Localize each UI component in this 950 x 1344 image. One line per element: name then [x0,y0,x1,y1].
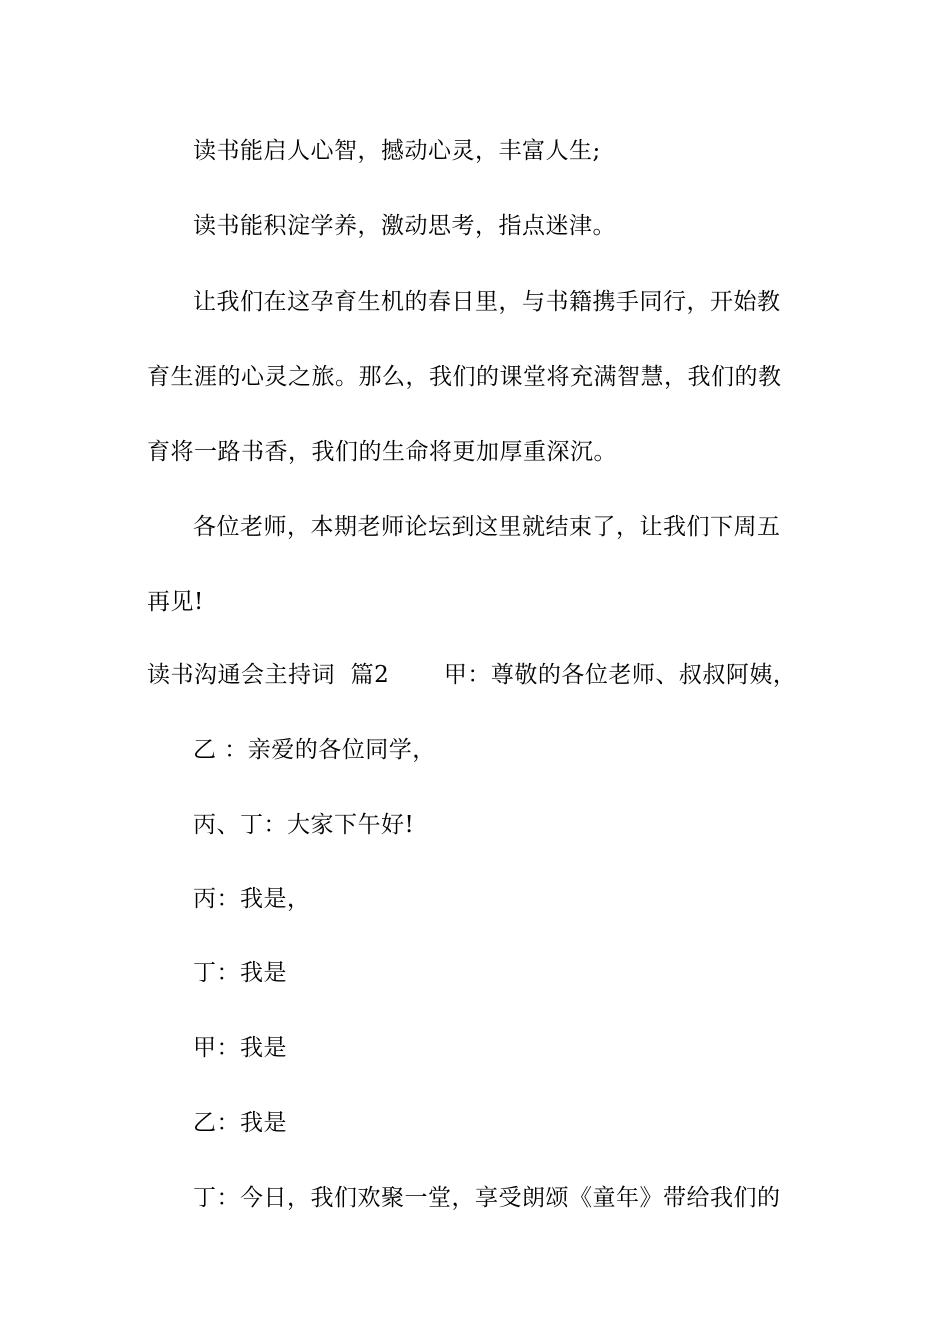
dialogue-line: 甲：我是 [193,1035,287,1061]
paragraph-line: 育将一路书香，我们的生命将更加厚重深沉。 [147,439,617,465]
paragraph-line: 让我们在这孕育生机的春日里，与书籍携手同行，开始教 [193,289,781,315]
dialogue-line: 乙：我是 [193,1110,287,1136]
dialogue-line: 丁：我是 [193,960,287,986]
paragraph-line: 读书能启人心智，撼动心灵，丰富人生; [193,138,601,164]
paragraph-line: 读书能积淀学养，激动思考，指点迷津。 [193,213,616,239]
dialogue-line: 乙 ：亲爱的各位同学， [193,737,436,763]
paragraph-line: 再见! [147,589,204,615]
paragraph-line: 育生涯的心灵之旅。那么，我们的课堂将充满智慧，我们的教 [147,364,782,390]
dialogue-line: 丁：今日，我们欢聚一堂，享受朗颂《童年》带给我们的 [193,1185,781,1211]
dialogue-line: 丙、丁：大家下午好! [193,812,415,838]
paragraph-line: 各位老师，本期老师论坛到这里就结束了，让我们下周五 [193,514,781,540]
section-heading-line: 读书沟通会主持词 篇2 甲：尊敬的各位老师、叔叔阿姨， [147,662,797,688]
dialogue-line: 丙：我是， [193,886,311,912]
